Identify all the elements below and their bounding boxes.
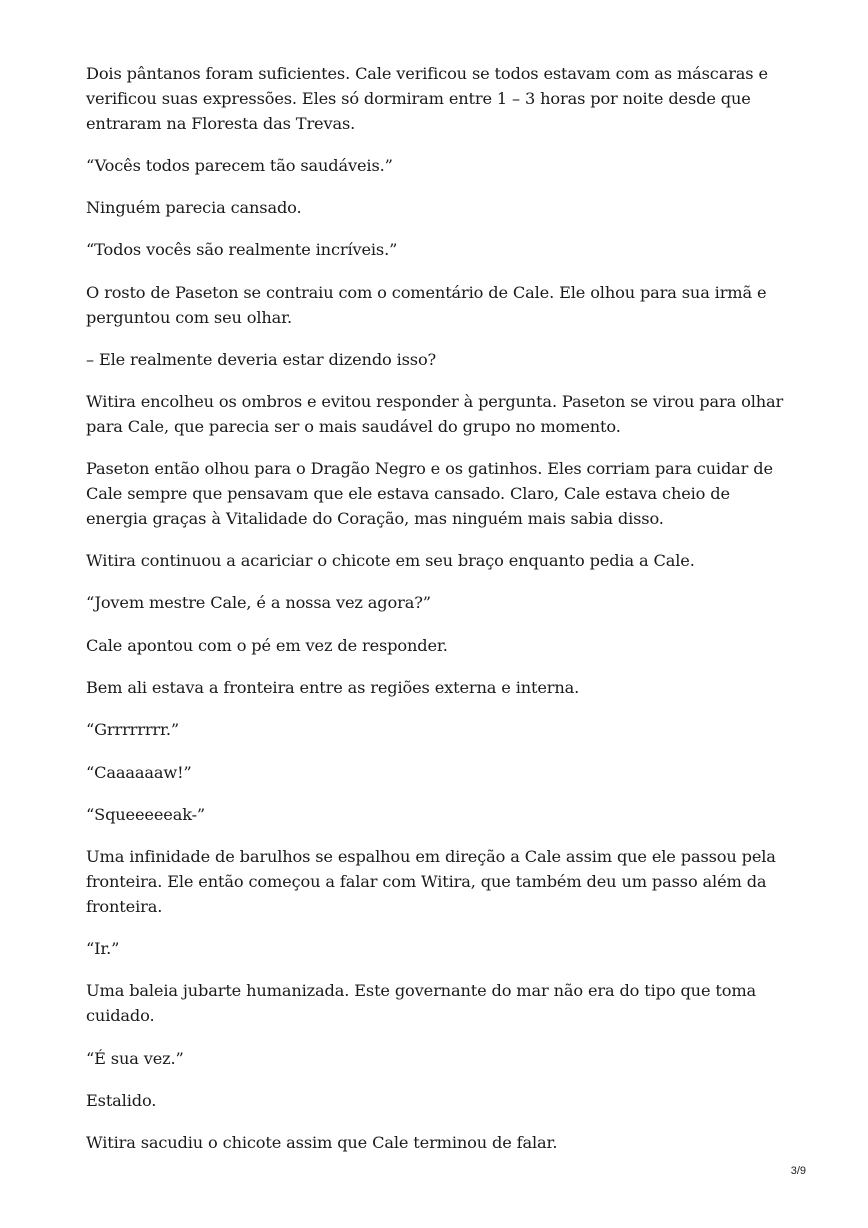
paragraph: Estalido. [86, 1090, 157, 1110]
paragraph: “Todos vocês são realmente incríveis.” [86, 240, 398, 260]
page-number: 3/9 [790, 1165, 806, 1177]
paragraph: O rosto de Paseton se contraiu com o comentário de Cale. Ele olhou para sua irmã e perguntou com seu olhar. [86, 282, 767, 327]
paragraph: “Squeeeeeak-” [86, 804, 206, 824]
paragraph: – Ele realmente deveria estar dizendo isso? [86, 349, 437, 369]
paragraph: “Ir.” [86, 939, 120, 959]
paragraph: Uma infinidade de barulhos se espalhou em direção a Cale assim que ele passou pela fronteira. Ele então começou a falar com Witira, que também deu um passo além da fronteira. [86, 847, 776, 916]
paragraph: Witira encolheu os ombros e evitou responder à pergunta. Paseton se virou para olhar para Cale, que parecia ser o mais saudável do grupo no momento. [86, 392, 784, 436]
paragraph: “Jovem mestre Cale, é a nossa vez agora?” [86, 593, 431, 613]
paragraph: “Vocês todos parecem tão saudáveis.” [86, 155, 393, 175]
paragraph: Witira continuou a acariciar o chicote em seu braço enquanto pedia a Cale. [86, 551, 695, 571]
paragraph: “Grrrrrrrr.” [86, 720, 179, 740]
paragraph: Paseton então olhou para o Dragão Negro e os gatinhos. Eles corriam para cuidar de Cale sempre que pensavam que ele estava cansado. Claro, Cale estava cheio de energia graças à Vitalidade do Coração, mas ninguém mais sabia disso. [86, 459, 773, 528]
document-page [86, 62, 786, 1173]
paragraph: Uma baleia jubarte humanizada. Este governante do mar não era do tipo que toma cuidado. [86, 981, 757, 1026]
paragraph: Ninguém parecia cansado. [86, 198, 302, 218]
paragraph: Dois pântanos foram suficientes. Cale verificou se todos estavam com as máscaras e verificou suas expressões. Eles só dormiram entre 1 – 3 horas por noite desde que entraram na Floresta das Trevas. [86, 64, 768, 133]
paragraph: “É sua vez.” [86, 1048, 184, 1068]
paragraph: Witira sacudiu o chicote assim que Cale terminou de falar. [86, 1133, 558, 1153]
paragraph: “Caaaaaaw!” [86, 762, 192, 782]
paragraph: Cale apontou com o pé em vez de responder. [86, 635, 448, 655]
paragraph: Bem ali estava a fronteira entre as regiões externa e interna. [86, 678, 580, 698]
